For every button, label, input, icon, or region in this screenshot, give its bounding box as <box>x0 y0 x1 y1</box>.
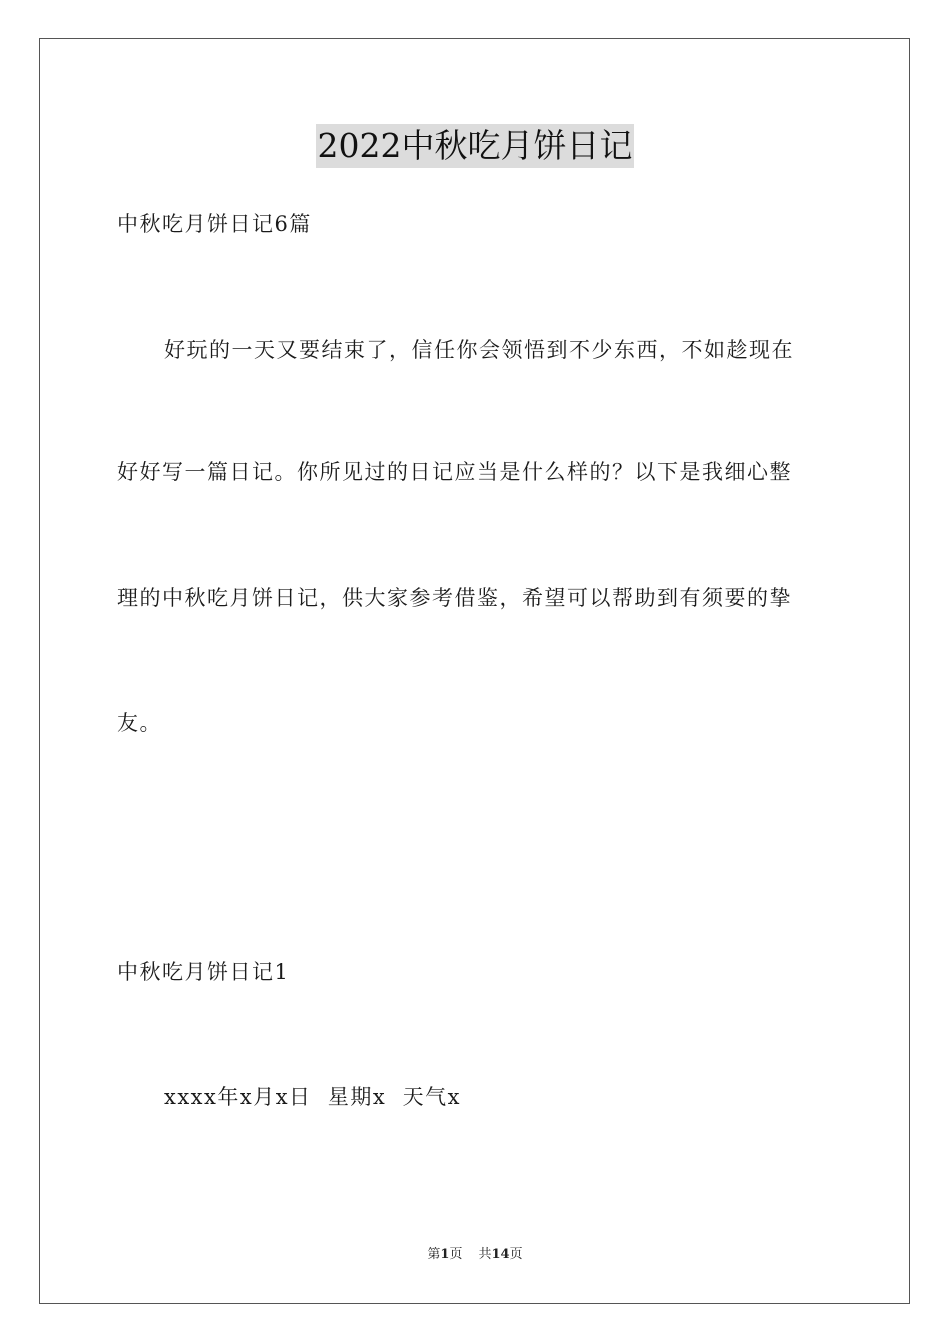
footer-total-prefix: 共 <box>478 1247 492 1262</box>
date-weather-line: xxxx年x月x日 星期x 天气x <box>164 1085 461 1109</box>
intro-line-4: 友。 <box>117 711 162 735</box>
document-title: 2022中秋吃月饼日记 <box>316 124 635 168</box>
footer-total-suffix: 页 <box>509 1247 523 1262</box>
document-subtitle: 中秋吃月饼日记6篇 <box>117 212 312 236</box>
intro-line-3: 理的中秋吃月饼日记，供大家参考借鉴，希望可以帮助到有须要的挚 <box>117 586 792 610</box>
title-container <box>0 124 950 168</box>
footer-page-suffix: 页 <box>449 1247 463 1262</box>
footer-total-pages: 14 <box>491 1247 510 1262</box>
intro-line-1: 好玩的一天又要结束了，信任你会领悟到不少东西，不如趁现在 <box>164 338 794 362</box>
footer-page-number: 1 <box>440 1247 450 1262</box>
intro-line-2: 好好写一篇日记。你所见过的日记应当是什么样的？以下是我细心整 <box>117 460 792 484</box>
footer-page-prefix: 第 <box>427 1247 441 1262</box>
section-heading: 中秋吃月饼日记1 <box>117 960 290 984</box>
page-footer <box>0 1246 950 1264</box>
